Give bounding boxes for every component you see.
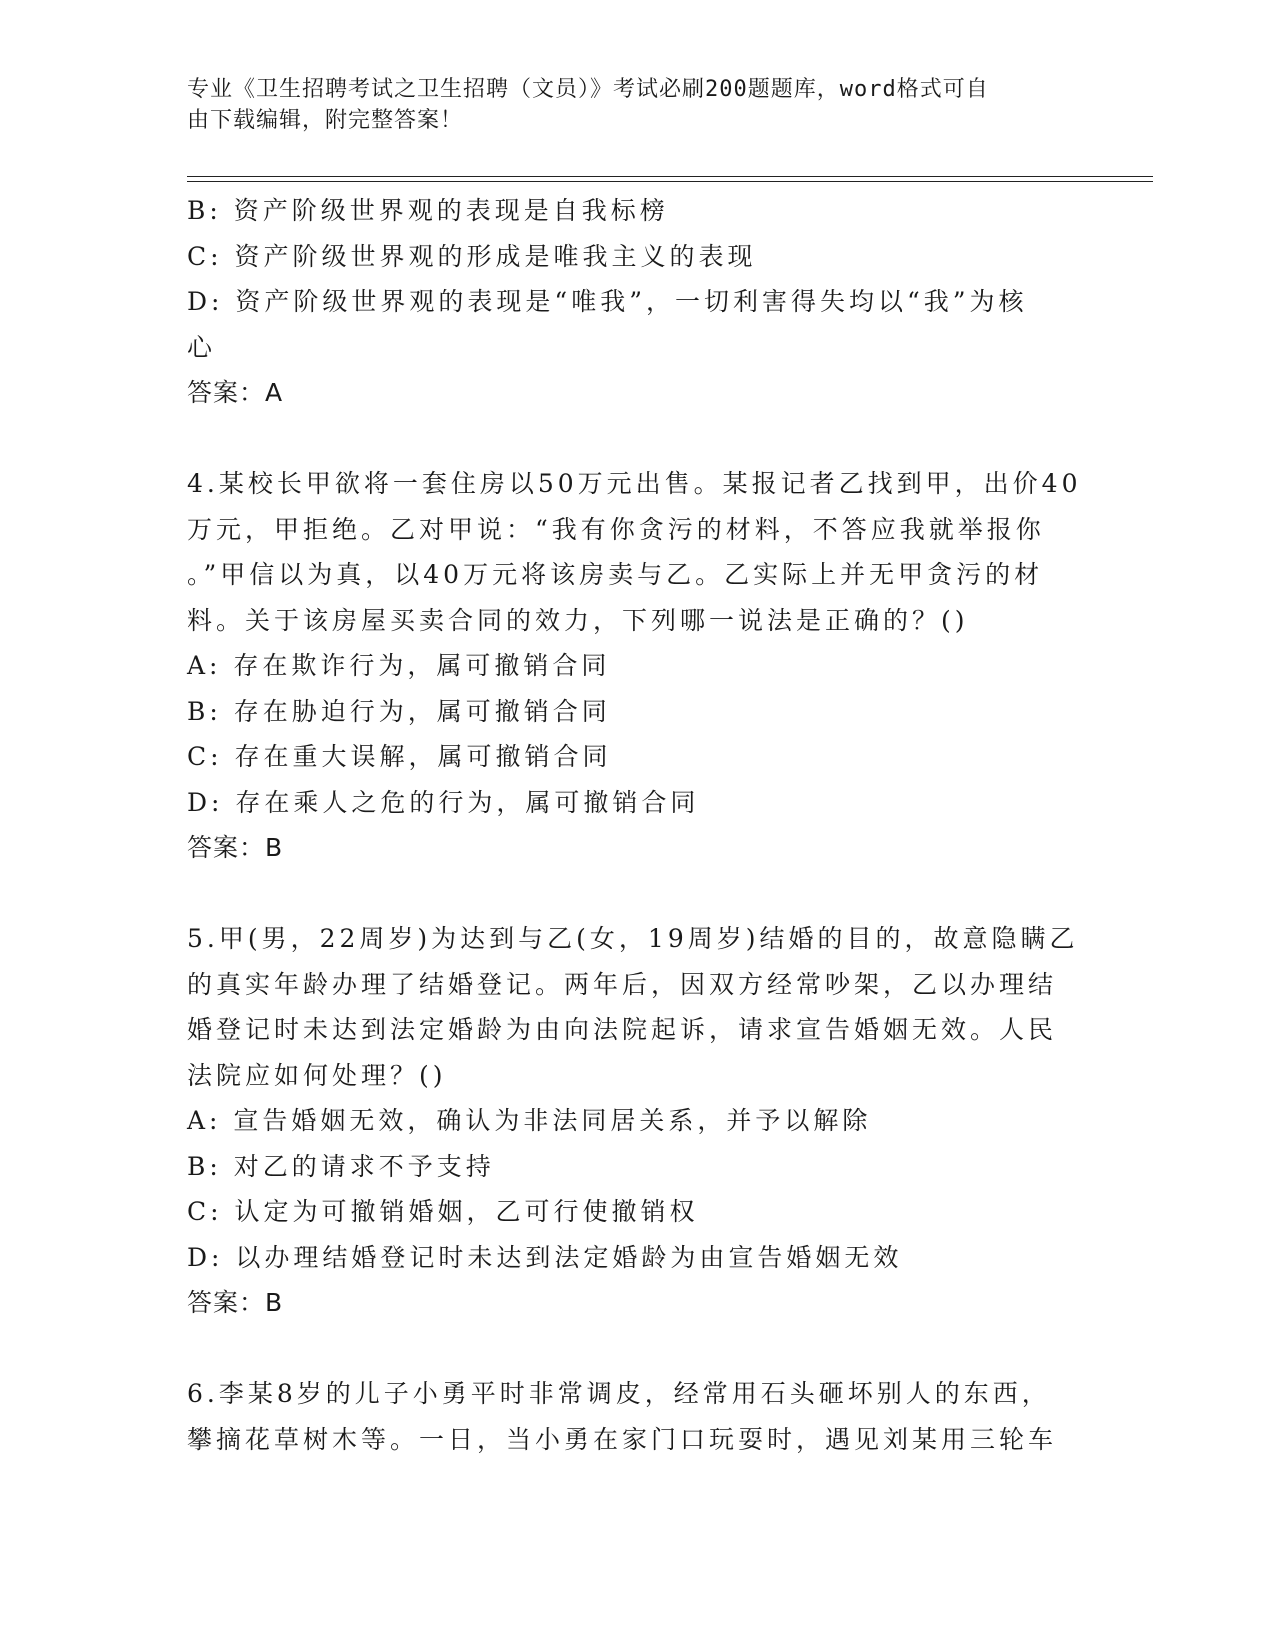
question-3	[187, 188, 1087, 416]
header-divider-top	[187, 176, 1153, 177]
question-stem: 攀摘花草树木等。一日，当小勇在家门口玩耍时，遇见刘某用三轮车	[187, 1424, 1058, 1454]
option-a: A: 存在欺诈行为，属可撤销合同	[187, 651, 611, 680]
header-line-1: 专业《卫生招聘考试之卫生招聘（文员）》考试必刷200题题库，word格式可自	[187, 77, 989, 102]
question-stem: 。”甲信以为真，以40万元将该房卖与乙。乙实际上并无甲贪污的材	[187, 560, 1044, 589]
answer-label: 答案：A	[187, 378, 284, 407]
option-b: B: 资产阶级世界观的表现是自我标榜	[187, 196, 669, 225]
option-d: D: 存在乘人之危的行为，属可撤销合同	[187, 787, 700, 817]
spacer	[187, 871, 1087, 917]
option-c: C: 认定为可撤销婚姻，乙可行使撤销权	[187, 1197, 699, 1226]
option-c: C: 存在重大误解，属可撤销合同	[187, 742, 612, 771]
option-a: A: 宣告婚姻无效，确认为非法同居关系，并予以解除	[187, 1106, 872, 1135]
question-stem: 6.李某8岁的儿子小勇平时非常调皮，经常用石头砸坏别人的东西，	[187, 1379, 1051, 1408]
option-d: D: 资产阶级世界观的表现是“唯我”，一切利害得失均以“我”为核	[187, 287, 1028, 316]
answer-label: 答案：B	[187, 1288, 284, 1317]
question-stem: 料。关于该房屋买卖合同的效力，下列哪一说法是正确的？()	[187, 605, 969, 635]
question-4	[187, 461, 1087, 871]
option-c: C: 资产阶级世界观的形成是唯我主义的表现	[187, 241, 757, 271]
header-divider-bottom	[187, 181, 1153, 182]
question-stem: 的真实年龄办理了结婚登记。两年后，因双方经常吵架，乙以办理结	[187, 969, 1058, 999]
document-body	[187, 188, 1087, 1462]
option-b: B: 存在胁迫行为，属可撤销合同	[187, 696, 611, 726]
question-5	[187, 916, 1087, 1326]
question-6	[187, 1371, 1087, 1462]
option-b: B: 对乙的请求不予支持	[187, 1151, 495, 1181]
document-header	[187, 74, 1067, 136]
option-d: D: 以办理结婚登记时未达到法定婚龄为由宣告婚姻无效	[187, 1242, 903, 1272]
question-stem: 万元，甲拒绝。乙对甲说：“我有你贪污的材料，不答应我就举报你	[187, 514, 1045, 544]
answer-label: 答案：B	[187, 833, 284, 862]
option-d-continued: 心	[187, 332, 217, 362]
question-stem: 4.某校长甲欲将一套住房以50万元出售。某报记者乙找到甲，出价40	[187, 469, 1082, 498]
header-line-2: 由下载编辑，附完整答案！	[187, 108, 464, 133]
question-stem: 法院应如何处理？()	[187, 1060, 447, 1090]
spacer	[187, 1326, 1087, 1372]
question-stem: 婚登记时未达到法定婚龄为由向法院起诉，请求宣告婚姻无效。人民	[187, 1015, 1058, 1044]
question-stem: 5.甲(男，22周岁)为达到与乙(女，19周岁)结婚的目的，故意隐瞒乙	[187, 924, 1079, 953]
spacer	[187, 416, 1087, 462]
